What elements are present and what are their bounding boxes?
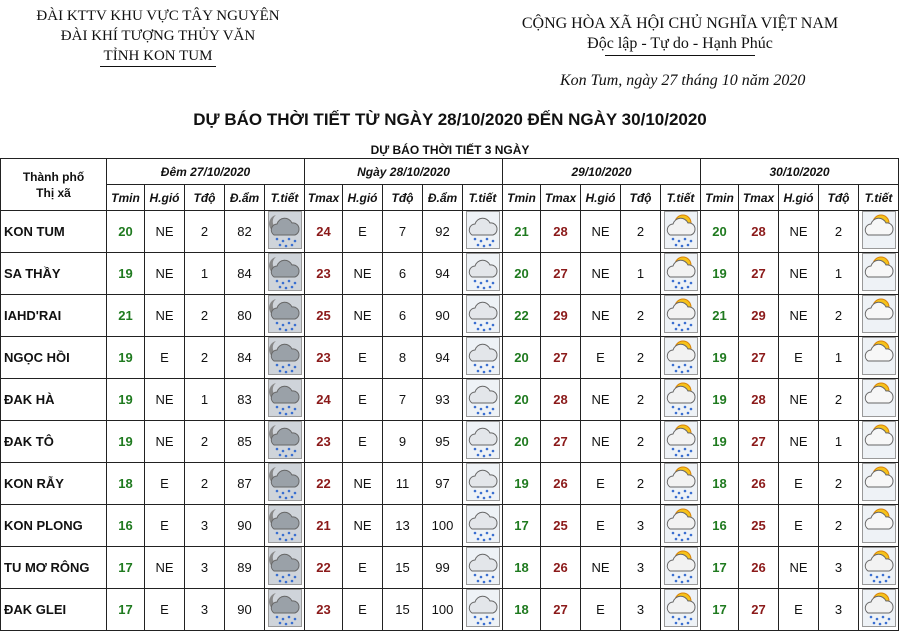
wind-direction-cell: E [343,379,383,421]
tmax-cell: 23 [305,589,343,631]
wind-speed-cell: 2 [185,337,225,379]
tmax-cell: 23 [305,337,343,379]
column-header: H.gió [779,185,819,211]
weather-cell [265,505,305,547]
humidity-cell: 89 [225,547,265,589]
agency-line-2: ĐÀI KHÍ TƯỢNG THỦY VĂN [60,28,256,44]
table-row [1,379,899,421]
tmin-cell: 19 [701,421,739,463]
sun-cloud-icon [859,505,898,546]
city-name: ĐAK HÀ [1,379,107,421]
humidity-cell: 84 [225,253,265,295]
tmin-cell: 18 [701,463,739,505]
sun-cloud-rain-icon [859,547,898,588]
wind-speed-cell: 2 [621,379,661,421]
weather-cell [265,295,305,337]
wind-speed-cell: 15 [383,547,423,589]
column-header: Tmin [107,185,145,211]
tmin-cell: 19 [701,379,739,421]
cloud-rain-icon [463,505,502,546]
wind-speed-cell: 15 [383,589,423,631]
humidity-cell: 90 [225,505,265,547]
wind-direction-cell: E [145,505,185,547]
tmax-cell: 25 [739,505,779,547]
weather-cell [463,547,503,589]
weather-cell [661,505,701,547]
day-group-header: Ngày 28/10/2020 [305,159,503,185]
tmin-cell: 20 [503,337,541,379]
sun-cloud-rain-icon [661,253,700,294]
sun-cloud-rain-icon [661,295,700,336]
wind-speed-cell: 3 [185,547,225,589]
weather-cell [265,421,305,463]
sun-cloud-icon [859,295,898,336]
wind-direction-cell: NE [779,379,819,421]
city-name: TU MƠ RÔNG [1,547,107,589]
wind-speed-cell: 1 [185,379,225,421]
wind-direction-cell: NE [145,211,185,253]
wind-speed-cell: 6 [383,295,423,337]
wind-direction-cell: NE [343,505,383,547]
column-header: Tmin [503,185,541,211]
humidity-cell: 94 [423,253,463,295]
weather-cell [463,253,503,295]
tmin-cell: 17 [503,505,541,547]
wind-speed-cell: 2 [621,337,661,379]
wind-speed-cell: 2 [819,211,859,253]
column-header: Tđộ [383,185,423,211]
wind-speed-cell: 3 [819,589,859,631]
tmax-cell: 26 [541,463,581,505]
tmin-cell: 20 [107,211,145,253]
column-header: T.tiết [859,185,899,211]
weather-cell [265,463,305,505]
night-cloud-rain-icon [265,463,304,504]
wind-direction-cell: E [145,463,185,505]
tmax-cell: 27 [541,253,581,295]
tmax-cell: 26 [739,547,779,589]
city-name: ĐAK GLEI [1,589,107,631]
tmin-cell: 18 [107,463,145,505]
humidity-cell: 87 [225,463,265,505]
tmin-cell: 16 [107,505,145,547]
tmax-cell: 25 [305,295,343,337]
tmin-cell: 20 [503,253,541,295]
humidity-cell: 100 [423,589,463,631]
wind-speed-cell: 2 [621,295,661,337]
tmax-cell: 23 [305,421,343,463]
tmax-cell: 27 [541,589,581,631]
page-title: DỰ BÁO THỜI TIẾT TỪ NGÀY 28/10/2020 ĐẾN NGÀY 30/10/2020 [193,110,707,129]
column-header: Tmin [701,185,739,211]
sun-cloud-rain-icon [661,463,700,504]
sun-cloud-icon [859,211,898,252]
wind-direction-cell: NE [581,295,621,337]
wind-direction-cell: NE [581,421,621,463]
table-row [1,211,899,253]
weather-cell [265,379,305,421]
national-motto: Độc lập - Tự do - Hạnh Phúc [587,35,773,52]
wind-speed-cell: 2 [621,211,661,253]
table-row [1,253,899,295]
humidity-cell: 94 [423,337,463,379]
wind-speed-cell: 2 [621,421,661,463]
wind-speed-cell: 2 [621,463,661,505]
tmin-cell: 20 [701,211,739,253]
tmin-cell: 17 [107,589,145,631]
wind-speed-cell: 13 [383,505,423,547]
cloud-rain-icon [463,253,502,294]
tmax-cell: 23 [305,253,343,295]
tmax-cell: 24 [305,379,343,421]
tmax-cell: 25 [541,505,581,547]
wind-speed-cell: 7 [383,211,423,253]
wind-direction-cell: E [779,589,819,631]
issue-date: Kon Tum, ngày 27 tháng 10 năm 2020 [560,72,806,89]
wind-direction-cell: NE [779,211,819,253]
night-cloud-rain-icon [265,589,304,630]
wind-speed-cell: 3 [185,589,225,631]
humidity-cell: 82 [225,211,265,253]
wind-direction-cell: E [581,337,621,379]
national-header [500,14,860,56]
weather-cell [859,379,899,421]
day-group-header: 30/10/2020 [701,159,899,185]
night-cloud-rain-icon [265,421,304,462]
wind-direction-cell: NE [145,547,185,589]
forecast-table [0,158,899,631]
day-group-header: 29/10/2020 [503,159,701,185]
night-cloud-rain-icon [265,211,304,252]
cloud-rain-icon [463,589,502,630]
tmax-cell: 24 [305,211,343,253]
table-row [1,463,899,505]
wind-direction-cell: E [145,337,185,379]
weather-cell [661,337,701,379]
weather-cell [859,463,899,505]
tmin-cell: 18 [503,589,541,631]
humidity-cell: 97 [423,463,463,505]
column-header: Tđộ [819,185,859,211]
tmax-cell: 27 [541,337,581,379]
weather-cell [859,589,899,631]
sun-cloud-rain-icon [859,589,898,630]
wind-speed-cell: 1 [621,253,661,295]
weather-cell [661,547,701,589]
wind-speed-cell: 7 [383,379,423,421]
city-name: ĐAK TÔ [1,421,107,463]
sun-cloud-rain-icon [661,589,700,630]
cloud-rain-icon [463,337,502,378]
wind-direction-cell: NE [581,547,621,589]
wind-speed-cell: 6 [383,253,423,295]
weather-cell [661,253,701,295]
tmax-cell: 29 [739,295,779,337]
weather-cell [661,295,701,337]
tmax-cell: 26 [739,463,779,505]
tmin-cell: 19 [107,337,145,379]
wind-speed-cell: 2 [185,421,225,463]
column-header: T.tiết [661,185,701,211]
humidity-cell: 84 [225,337,265,379]
night-cloud-rain-icon [265,547,304,588]
tmin-cell: 21 [107,295,145,337]
tmax-cell: 28 [541,211,581,253]
weather-cell [265,211,305,253]
cloud-rain-icon [463,379,502,420]
wind-direction-cell: NE [343,253,383,295]
wind-speed-cell: 2 [819,379,859,421]
wind-speed-cell: 3 [621,505,661,547]
night-cloud-rain-icon [265,505,304,546]
motto-underline [605,55,755,56]
night-cloud-rain-icon [265,379,304,420]
wind-speed-cell: 1 [819,421,859,463]
weather-cell [859,337,899,379]
wind-direction-cell: NE [145,421,185,463]
weather-cell [859,295,899,337]
weather-cell [265,547,305,589]
wind-direction-cell: E [779,463,819,505]
tmin-cell: 21 [701,295,739,337]
cloud-rain-icon [463,211,502,252]
column-header: Tmax [541,185,581,211]
tmax-cell: 27 [739,253,779,295]
wind-direction-cell: NE [581,379,621,421]
city-name: SA THẦY [1,253,107,295]
column-header: T.tiết [265,185,305,211]
tmin-cell: 20 [503,379,541,421]
wind-direction-cell: NE [145,379,185,421]
weather-cell [661,589,701,631]
humidity-cell: 80 [225,295,265,337]
cloud-rain-icon [463,463,502,504]
wind-direction-cell: NE [343,295,383,337]
sun-cloud-rain-icon [661,337,700,378]
column-header: T.tiết [463,185,503,211]
wind-direction-cell: E [343,547,383,589]
tmax-cell: 27 [739,337,779,379]
table-row [1,337,899,379]
sun-cloud-rain-icon [661,505,700,546]
humidity-cell: 100 [423,505,463,547]
wind-direction-cell: E [581,589,621,631]
tmax-cell: 21 [305,505,343,547]
weather-cell [859,505,899,547]
sun-cloud-rain-icon [661,211,700,252]
wind-speed-cell: 2 [819,463,859,505]
wind-speed-cell: 2 [819,295,859,337]
cloud-rain-icon [463,547,502,588]
sun-cloud-icon [859,379,898,420]
wind-direction-cell: NE [343,463,383,505]
weather-cell [859,421,899,463]
wind-direction-cell: E [581,463,621,505]
column-header: Đ.ẩm [423,185,463,211]
column-header: Tmax [305,185,343,211]
weather-cell [463,211,503,253]
tmax-cell: 29 [541,295,581,337]
weather-cell [859,253,899,295]
wind-direction-cell: E [343,211,383,253]
tmin-cell: 19 [503,463,541,505]
humidity-cell: 85 [225,421,265,463]
tmin-cell: 16 [701,505,739,547]
table-row [1,421,899,463]
wind-speed-cell: 3 [819,547,859,589]
weather-cell [859,211,899,253]
weather-cell [661,379,701,421]
wind-direction-cell: NE [581,211,621,253]
table-row [1,505,899,547]
column-header: Đ.ẩm [225,185,265,211]
tmin-cell: 19 [107,421,145,463]
weather-cell [859,547,899,589]
weather-cell [463,463,503,505]
humidity-cell: 93 [423,379,463,421]
tmin-cell: 17 [107,547,145,589]
wind-speed-cell: 11 [383,463,423,505]
humidity-cell: 90 [423,295,463,337]
sun-cloud-rain-icon [661,421,700,462]
national-title: CỘNG HÒA XÃ HỘI CHỦ NGHĨA VIỆT NAM [521,15,839,32]
weather-cell [463,337,503,379]
column-header: H.gió [145,185,185,211]
city-header-line-2: Thị xã [36,185,71,200]
tmax-cell: 22 [305,547,343,589]
tmax-cell: 22 [305,463,343,505]
wind-direction-cell: E [343,421,383,463]
wind-direction-cell: NE [581,253,621,295]
wind-direction-cell: NE [779,295,819,337]
humidity-cell: 95 [423,421,463,463]
column-header: Tđộ [621,185,661,211]
cloud-rain-icon [463,421,502,462]
wind-speed-cell: 3 [621,589,661,631]
wind-speed-cell: 2 [185,295,225,337]
wind-speed-cell: 1 [819,253,859,295]
weather-cell [661,211,701,253]
table-row [1,295,899,337]
city-name: IAHD'RAI [1,295,107,337]
agency-line-3: TỈNH KON TUM [100,46,217,67]
city-name: KON RẪY [1,463,107,505]
humidity-cell: 99 [423,547,463,589]
column-header: H.gió [581,185,621,211]
column-header: Tđộ [185,185,225,211]
weather-cell [463,295,503,337]
weather-cell [265,589,305,631]
column-header: H.gió [343,185,383,211]
column-header: Tmax [739,185,779,211]
tmin-cell: 17 [701,547,739,589]
city-column-header [1,159,107,211]
city-name: KON PLONG [1,505,107,547]
weather-cell [265,337,305,379]
sun-cloud-icon [859,463,898,504]
day-group-header: Đêm 27/10/2020 [107,159,305,185]
sun-cloud-icon [859,421,898,462]
tmin-cell: 19 [701,253,739,295]
wind-speed-cell: 3 [185,505,225,547]
wind-direction-cell: E [779,505,819,547]
city-header-line-1: Thành phố [22,169,85,184]
tmin-cell: 19 [701,337,739,379]
wind-speed-cell: 1 [819,337,859,379]
tmax-cell: 27 [541,421,581,463]
tmin-cell: 17 [701,589,739,631]
wind-direction-cell: E [145,589,185,631]
humidity-cell: 83 [225,379,265,421]
wind-direction-cell: E [343,589,383,631]
tmin-cell: 22 [503,295,541,337]
wind-speed-cell: 1 [185,253,225,295]
wind-direction-cell: E [779,337,819,379]
wind-speed-cell: 8 [383,337,423,379]
sun-cloud-icon [859,337,898,378]
sun-cloud-icon [859,253,898,294]
tmax-cell: 28 [739,211,779,253]
page-subtitle: DỰ BÁO THỜI TIẾT 3 NGÀY [370,143,530,157]
weather-cell [661,463,701,505]
table-row [1,547,899,589]
tmin-cell: 19 [107,253,145,295]
wind-direction-cell: NE [779,547,819,589]
tmax-cell: 27 [739,421,779,463]
weather-cell [463,421,503,463]
wind-speed-cell: 3 [621,547,661,589]
night-cloud-rain-icon [265,253,304,294]
weather-cell [463,505,503,547]
weather-cell [463,379,503,421]
table-row [1,589,899,631]
weather-cell [265,253,305,295]
wind-direction-cell: E [343,337,383,379]
wind-direction-cell: NE [145,295,185,337]
tmax-cell: 26 [541,547,581,589]
humidity-cell: 92 [423,211,463,253]
sun-cloud-rain-icon [661,379,700,420]
humidity-cell: 90 [225,589,265,631]
wind-speed-cell: 2 [819,505,859,547]
city-name: NGỌC HỒI [1,337,107,379]
wind-speed-cell: 2 [185,463,225,505]
wind-speed-cell: 9 [383,421,423,463]
tmax-cell: 28 [739,379,779,421]
sun-cloud-rain-icon [661,547,700,588]
cloud-rain-icon [463,295,502,336]
tmin-cell: 19 [107,379,145,421]
tmax-cell: 28 [541,379,581,421]
city-name: KON TUM [1,211,107,253]
night-cloud-rain-icon [265,295,304,336]
wind-direction-cell: E [581,505,621,547]
tmin-cell: 21 [503,211,541,253]
tmin-cell: 18 [503,547,541,589]
agency-header [28,6,288,67]
night-cloud-rain-icon [265,337,304,378]
wind-speed-cell: 2 [185,211,225,253]
wind-direction-cell: NE [779,253,819,295]
wind-direction-cell: NE [779,421,819,463]
weather-cell [463,589,503,631]
tmax-cell: 27 [739,589,779,631]
tmin-cell: 20 [503,421,541,463]
agency-line-1: ĐÀI KTTV KHU VỰC TÂY NGUYÊN [36,8,280,24]
weather-cell [661,421,701,463]
wind-direction-cell: NE [145,253,185,295]
